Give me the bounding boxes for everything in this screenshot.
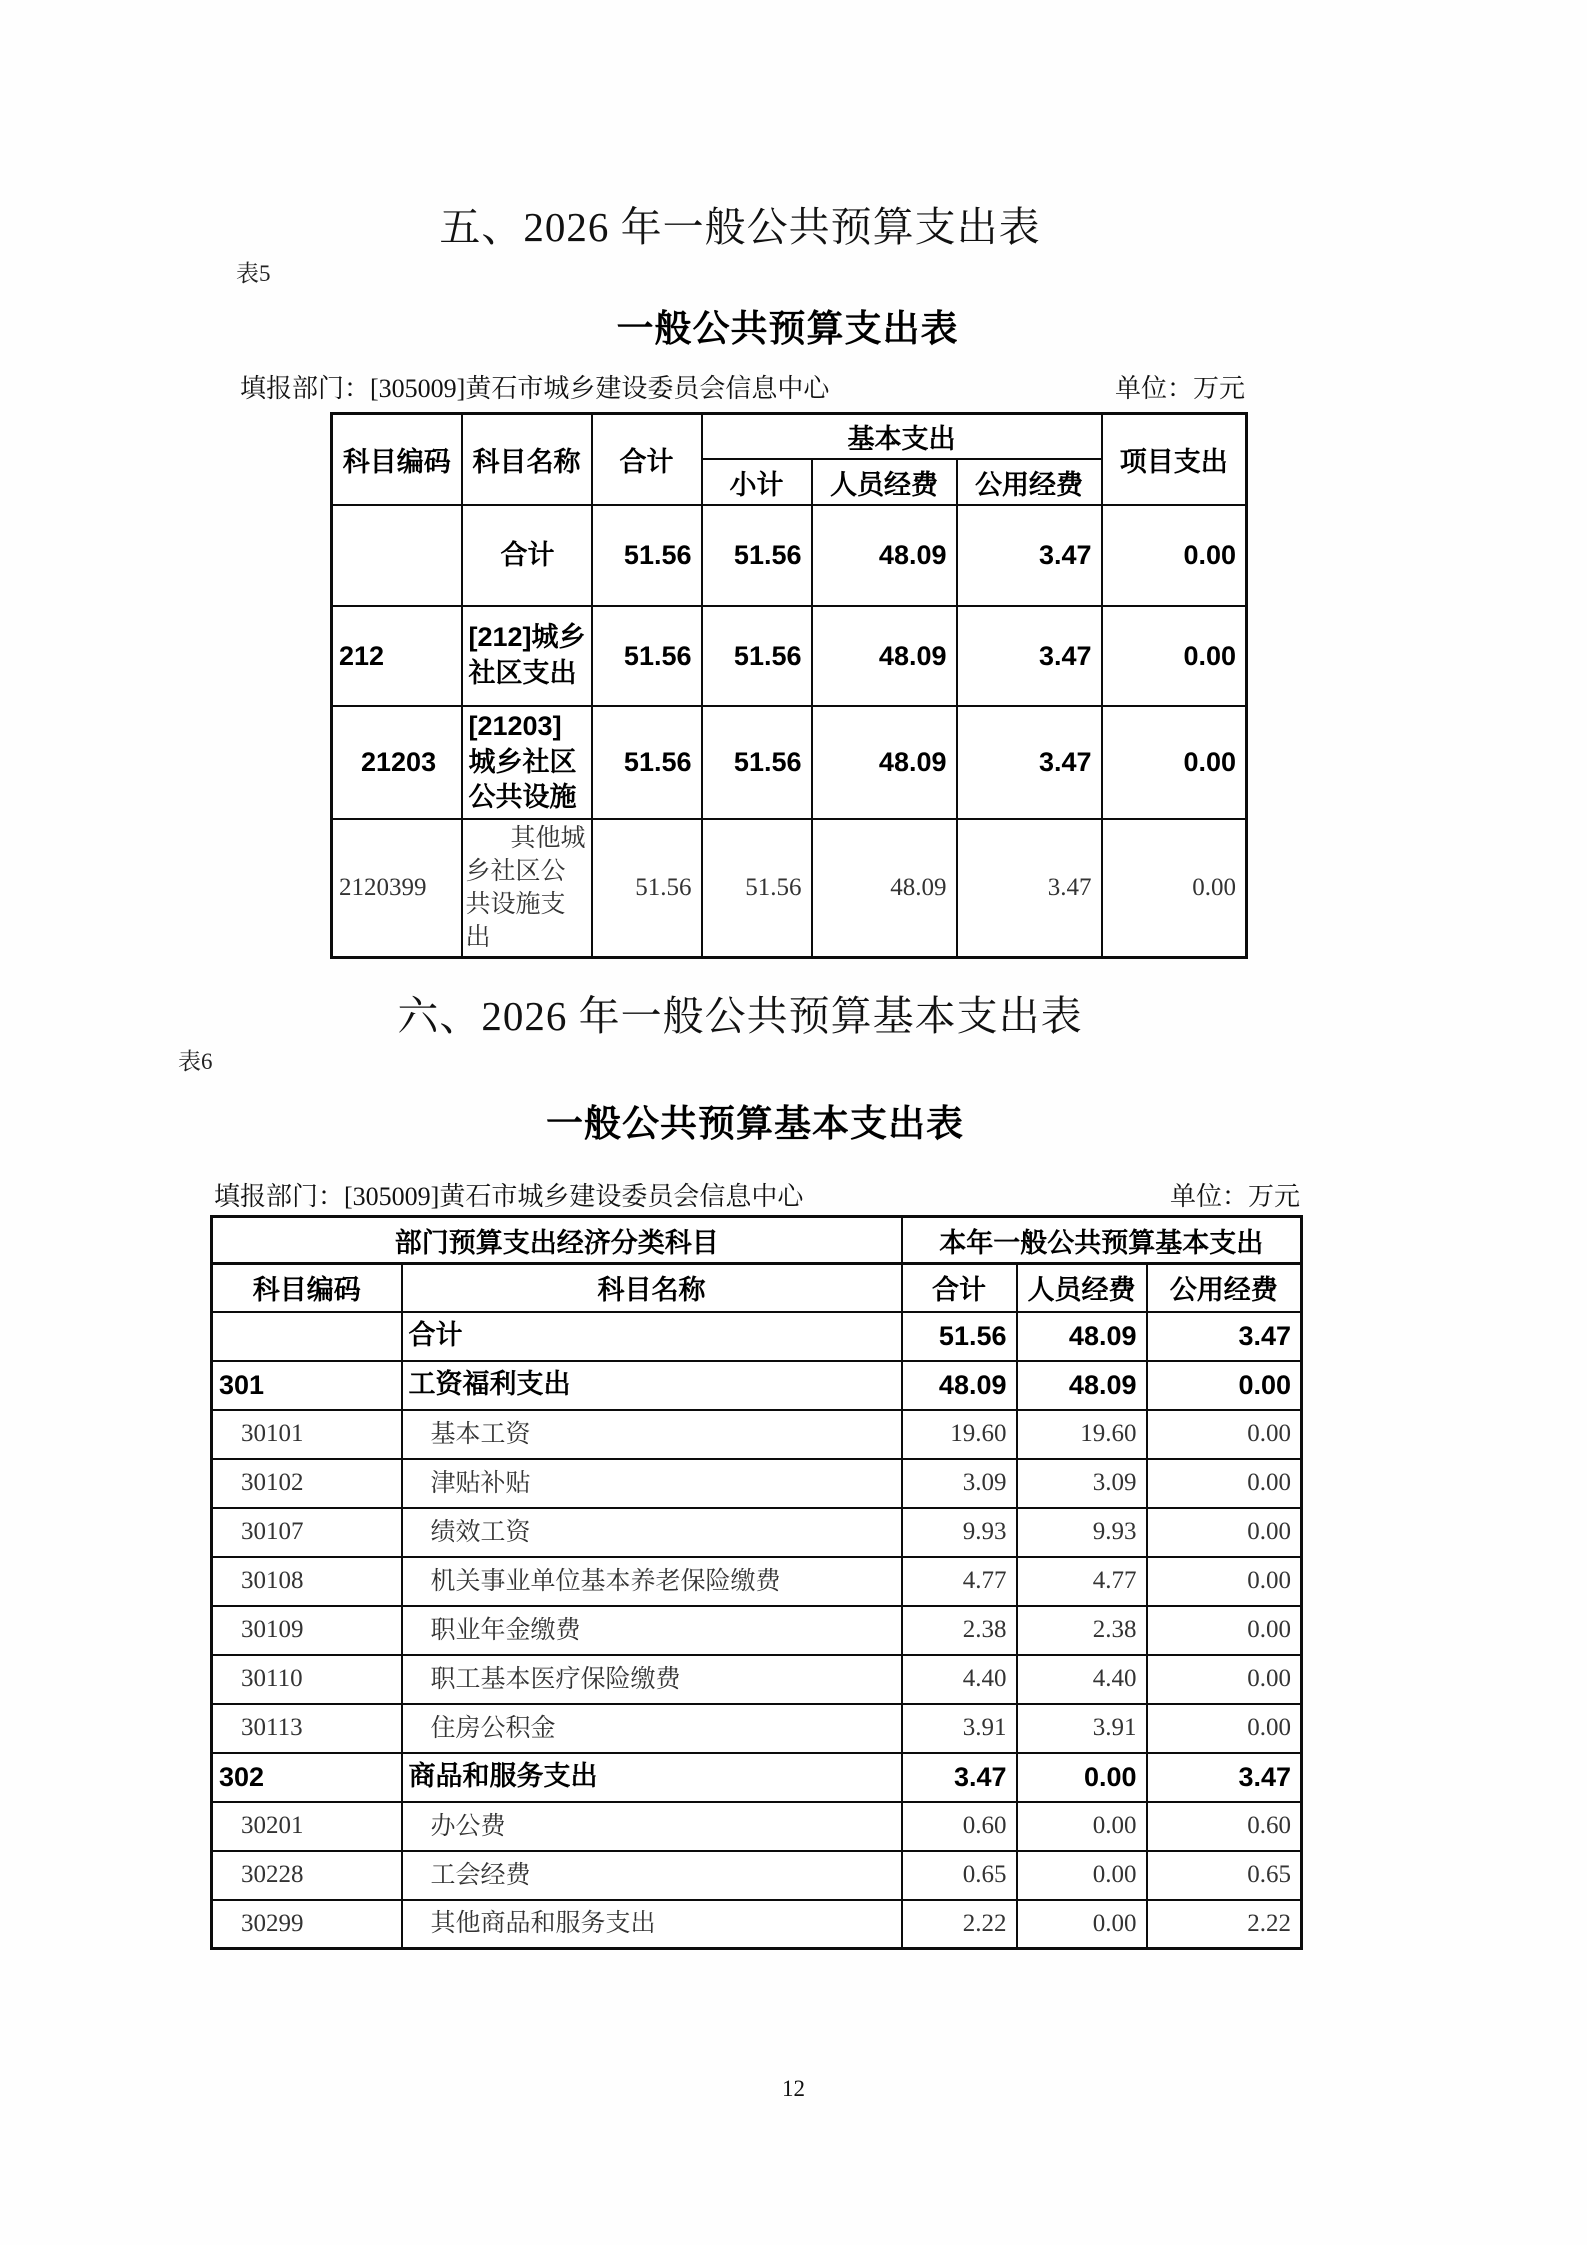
cell-name: 商品和服务支出 xyxy=(402,1753,902,1802)
cell-name: 合计 xyxy=(462,505,592,606)
table-row xyxy=(212,1900,1302,1949)
cell-total: 3.09 xyxy=(902,1459,1017,1508)
cell-total: 4.40 xyxy=(902,1655,1017,1704)
cell-personnel: 4.40 xyxy=(1017,1655,1147,1704)
table-row xyxy=(332,819,1247,958)
cell-name: 绩效工资 xyxy=(402,1508,902,1557)
table-row xyxy=(212,1851,1302,1900)
cell-name: 其他商品和服务支出 xyxy=(402,1900,902,1949)
table6-dept-line: 填报部门：[305009]黄石市城乡建设委员会信息中心 xyxy=(214,1182,804,1211)
cell-public: 3.47 xyxy=(1147,1312,1302,1361)
cell-public: 0.00 xyxy=(1147,1459,1302,1508)
col-header-public: 公用经费 xyxy=(1147,1264,1302,1312)
cell-code: 30228 xyxy=(212,1851,402,1900)
cell-public: 2.22 xyxy=(1147,1900,1302,1949)
cell-total: 0.65 xyxy=(902,1851,1017,1900)
cell-personnel: 4.77 xyxy=(1017,1557,1147,1606)
cell-code xyxy=(332,505,462,606)
cell-name: 工资福利支出 xyxy=(402,1361,902,1410)
cell-name: 基本工资 xyxy=(402,1410,902,1459)
cell-public: 3.47 xyxy=(1147,1753,1302,1802)
cell-public: 0.00 xyxy=(1147,1557,1302,1606)
cell-personnel: 0.00 xyxy=(1017,1802,1147,1851)
cell-public: 0.65 xyxy=(1147,1851,1302,1900)
cell-subtotal: 51.56 xyxy=(702,706,812,819)
cell-code: 30101 xyxy=(212,1410,402,1459)
col-header-basic-group: 基本支出 xyxy=(702,414,1102,460)
cell-public: 3.47 xyxy=(957,706,1102,819)
table-row xyxy=(212,1753,1302,1802)
cell-public: 0.00 xyxy=(1147,1655,1302,1704)
col-header-personnel: 人员经费 xyxy=(1017,1264,1147,1312)
col-header-personnel: 人员经费 xyxy=(812,459,957,505)
page-content xyxy=(170,0,1310,2245)
cell-public: 0.00 xyxy=(1147,1508,1302,1557)
cell-code: 30201 xyxy=(212,1802,402,1851)
section6-heading: 六、2026 年一般公共预算基本支出表 xyxy=(397,993,1083,1039)
cell-total: 19.60 xyxy=(902,1410,1017,1459)
cell-personnel: 0.00 xyxy=(1017,1900,1147,1949)
table-row xyxy=(212,1410,1302,1459)
table6-title: 一般公共预算基本支出表 xyxy=(546,1103,964,1144)
col-header-total: 合计 xyxy=(902,1264,1017,1312)
col-header-public: 公用经费 xyxy=(957,459,1102,505)
table5-unit-line: 单位：万元 xyxy=(1114,374,1245,403)
table6-meta-row xyxy=(214,1176,1300,1213)
cell-public: 0.00 xyxy=(1147,1606,1302,1655)
table5-dept-line: 填报部门：[305009]黄石市城乡建设委员会信息中心 xyxy=(240,374,830,403)
col-header-subtotal: 小计 xyxy=(702,459,812,505)
cell-public: 0.60 xyxy=(1147,1802,1302,1851)
cell-project: 0.00 xyxy=(1102,606,1247,706)
cell-personnel: 48.09 xyxy=(812,819,957,958)
budget-expenditure-table xyxy=(330,412,1248,959)
cell-project: 0.00 xyxy=(1102,706,1247,819)
cell-name: 机关事业单位基本养老保险缴费 xyxy=(402,1557,902,1606)
cell-public: 0.00 xyxy=(1147,1410,1302,1459)
cell-code: 30110 xyxy=(212,1655,402,1704)
cell-code xyxy=(212,1312,402,1361)
cell-project: 0.00 xyxy=(1102,505,1247,606)
table-row xyxy=(332,606,1247,706)
cell-name: 职工基本医疗保险缴费 xyxy=(402,1655,902,1704)
cell-code: 21203 xyxy=(332,706,462,819)
cell-personnel: 48.09 xyxy=(1017,1312,1147,1361)
cell-total: 3.91 xyxy=(902,1704,1017,1753)
cell-project: 0.00 xyxy=(1102,819,1247,958)
col-header-name: 科目名称 xyxy=(402,1264,902,1312)
col-header-total: 合计 xyxy=(592,414,702,506)
cell-personnel: 9.93 xyxy=(1017,1508,1147,1557)
table6-unit-line: 单位：万元 xyxy=(1169,1182,1300,1211)
cell-total: 51.56 xyxy=(592,505,702,606)
cell-name: 合计 xyxy=(402,1312,902,1361)
cell-total: 9.93 xyxy=(902,1508,1017,1557)
table-row xyxy=(212,1802,1302,1851)
table-row xyxy=(212,1704,1302,1753)
table-row xyxy=(212,1312,1302,1361)
cell-name: 其他城乡社区公共设施支出 xyxy=(462,819,592,958)
cell-total: 3.47 xyxy=(902,1753,1017,1802)
cell-name: [21203]城乡社区公共设施 xyxy=(462,706,592,819)
cell-total: 0.60 xyxy=(902,1802,1017,1851)
cell-subtotal: 51.56 xyxy=(702,819,812,958)
cell-code: 30299 xyxy=(212,1900,402,1949)
cell-name: 办公费 xyxy=(402,1802,902,1851)
cell-public: 3.47 xyxy=(957,819,1102,958)
section5-heading: 五、2026 年一般公共预算支出表 xyxy=(439,204,1041,250)
page-number: 12 xyxy=(782,2076,805,2101)
cell-code: 30109 xyxy=(212,1606,402,1655)
cell-public: 3.47 xyxy=(957,606,1102,706)
cell-name: 工会经费 xyxy=(402,1851,902,1900)
table5-title: 一般公共预算支出表 xyxy=(616,308,959,349)
cell-personnel: 0.00 xyxy=(1017,1851,1147,1900)
table-row xyxy=(332,505,1247,606)
group-header-basic: 本年一般公共预算基本支出 xyxy=(902,1217,1302,1264)
table6-label: 表6 xyxy=(178,1049,213,1074)
table-row xyxy=(332,706,1247,819)
table-row xyxy=(212,1361,1302,1410)
cell-personnel: 48.09 xyxy=(812,706,957,819)
cell-subtotal: 51.56 xyxy=(702,606,812,706)
cell-name: 津贴补贴 xyxy=(402,1459,902,1508)
col-header-project: 项目支出 xyxy=(1102,414,1247,506)
cell-code: 301 xyxy=(212,1361,402,1410)
table-row xyxy=(212,1606,1302,1655)
cell-subtotal: 51.56 xyxy=(702,505,812,606)
table-row xyxy=(212,1459,1302,1508)
table5-meta-row xyxy=(240,368,1245,405)
cell-personnel: 0.00 xyxy=(1017,1753,1147,1802)
table-row xyxy=(212,1655,1302,1704)
cell-code: 30107 xyxy=(212,1508,402,1557)
cell-total: 2.38 xyxy=(902,1606,1017,1655)
cell-personnel: 2.38 xyxy=(1017,1606,1147,1655)
cell-total: 51.56 xyxy=(592,706,702,819)
cell-code: 30108 xyxy=(212,1557,402,1606)
cell-personnel: 48.09 xyxy=(812,606,957,706)
cell-name: [212]城乡社区支出 xyxy=(462,606,592,706)
group-header-classification: 部门预算支出经济分类科目 xyxy=(212,1217,902,1264)
cell-total: 51.56 xyxy=(592,606,702,706)
cell-total: 51.56 xyxy=(592,819,702,958)
cell-personnel: 19.60 xyxy=(1017,1410,1147,1459)
cell-code: 2120399 xyxy=(332,819,462,958)
cell-personnel: 48.09 xyxy=(812,505,957,606)
cell-code: 302 xyxy=(212,1753,402,1802)
cell-code: 30102 xyxy=(212,1459,402,1508)
cell-public: 0.00 xyxy=(1147,1361,1302,1410)
cell-personnel: 3.91 xyxy=(1017,1704,1147,1753)
basic-expenditure-table xyxy=(210,1215,1303,1950)
col-header-name: 科目名称 xyxy=(462,414,592,506)
col-header-code: 科目编码 xyxy=(212,1264,402,1312)
cell-total: 51.56 xyxy=(902,1312,1017,1361)
cell-total: 4.77 xyxy=(902,1557,1017,1606)
cell-total: 2.22 xyxy=(902,1900,1017,1949)
cell-public: 3.47 xyxy=(957,505,1102,606)
table-row xyxy=(212,1508,1302,1557)
cell-public: 0.00 xyxy=(1147,1704,1302,1753)
table5-label: 表5 xyxy=(236,261,271,286)
cell-personnel: 48.09 xyxy=(1017,1361,1147,1410)
cell-total: 48.09 xyxy=(902,1361,1017,1410)
cell-personnel: 3.09 xyxy=(1017,1459,1147,1508)
cell-code: 30113 xyxy=(212,1704,402,1753)
col-header-code: 科目编码 xyxy=(332,414,462,506)
cell-name: 住房公积金 xyxy=(402,1704,902,1753)
cell-name: 职业年金缴费 xyxy=(402,1606,902,1655)
cell-code: 212 xyxy=(332,606,462,706)
table-row xyxy=(212,1557,1302,1606)
